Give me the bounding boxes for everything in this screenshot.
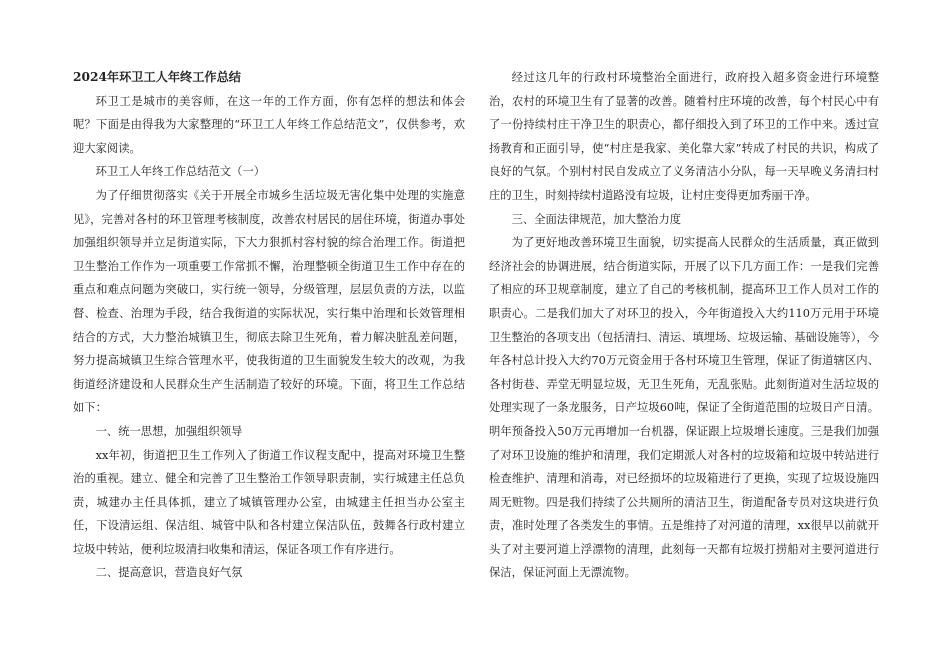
intro-paragraph: 环卫工是城市的美容师，在这一年的工作方面，你有怎样的想法和体会呢？下面是由得我为大家整理的“环卫工人年终工作总结范文”，仅供参考，欢迎大家阅读。 xyxy=(73,94,465,155)
right-column xyxy=(489,66,879,585)
section-heading-one: 一、统一思想，加强组织领导 xyxy=(95,424,243,438)
body-paragraph: xx年初，街道把卫生工作列入了街道工作议程支配中，提高对环境卫生整治的重视。建立、健全和完善了卫生整治工作领导职责制，实行城建主任总负责，城建办主任具体抓，建立了城镇管理办公室，由城建主任担当办公室主任，下设清运组、保洁组、城管中队和各村建立保洁队伍，鼓舞各行政村建立垃圾中转站，便利垃圾清扫收集和清运，保证各项工作有序进行。 xyxy=(73,448,465,556)
section-heading-two: 二、提高意识，营造良好气氛 xyxy=(95,566,243,580)
document-title: 2024年环卫工人年终工作总结 xyxy=(73,70,241,84)
section-heading-three: 三、全面法律规范，加大整治力度 xyxy=(511,212,682,226)
section-heading-sample-one: 环卫工人年终工作总结范文（一） xyxy=(95,165,266,179)
body-paragraph: 经过这几年的行政村环境整治全面进行，政府投入超多资金进行环境整治，农村的环境卫生有了显著的改善。随着村庄环境的改善，每个村民心中有了一份持续村庄干净卫生的职责心，都仔细投入到了环卫的工作中来。透过宣扬教育和正面引导，使“村庄是我家、美化靠大家”转成了村民的共识，构成了良好的气氛。个别村村民自发成立了义务清洁小分队，每一天早晚义务清扫村庄的卫生，时刻持续村道路没有垃圾，让村庄变得更加秀丽干净。 xyxy=(489,71,879,202)
left-column xyxy=(73,66,465,585)
body-paragraph: 为了仔细贯彻落实《关于开展全市城乡生活垃圾无害化集中处理的实施意见》，完善对各村的环卫管理考核制度，改善农村居民的居住环境，街道办事处加强组织领导并立足街道实际，下大力狠抓村容村貌的综合治理工作。街道把卫生整治工作作为一项重要工作常抓不懈，治理整顿全街道卫生工作中存在的重点和难点问题为突破口，实行统一领导，分级管理，层层负责的方法，以监督、检查、治理为手段，结合我街道的实际状况，实行集中治理和长效管理相结合的方式，大力整治城镇卫生，彻底去除卫生死角，着力解决脏乱差问题，努力提高城镇卫生综合管理水平，使我街道的卫生面貌发生较大的改观，为我街道经济建设和人民群众生产生活制造了较好的环境。下面，将卫生工作总结如下： xyxy=(73,188,465,415)
body-paragraph: 为了更好地改善环境卫生面貌，切实提高人民群众的生活质量，真正做到经济社会的协调进展，结合街道实际，开展了以下几方面工作：一是我们完善了相应的环卫规章制度，建立了自己的考核机制，提高环卫工作人员对工作的职责心。二是我们加大了对环卫的投入，今年街道投入大约110万元用于环境卫生整治的各项支出（包括清扫、清运、填埋场、垃圾运输、基础设施等），今年各村总计投入大约70万元资金用于各村环境卫生管理，保证了街道辖区内、各村街巷、弄堂无明显垃圾，无卫生死角，无乱张贴。此刻街道对生活垃圾的处理实现了一条龙服务，日产垃圾60吨，保证了全街道范围的垃圾日产日清。明年预备投入50万元再增加一台机器，保证跟上垃圾增长速度。三是我们加强了对环卫设施的维护和清理，我们定期派人对各村的垃圾箱和垃圾中转站进行检查维护、清理和消毒，对已经损坏的垃圾箱进行了更换，实现了垃圾设施四周无赃物。四是我们持续了公共厕所的清洁卫生，街道配备专员对这块进行负责，准时处理了各类发生的事情。五是维持了对河道的清理，xx很早以前就开头了对主要河道上浮漂物的清理，此刻每一天都有垃圾打捞船对主要河道进行保洁，保证河面上无漂流物。 xyxy=(489,236,879,580)
